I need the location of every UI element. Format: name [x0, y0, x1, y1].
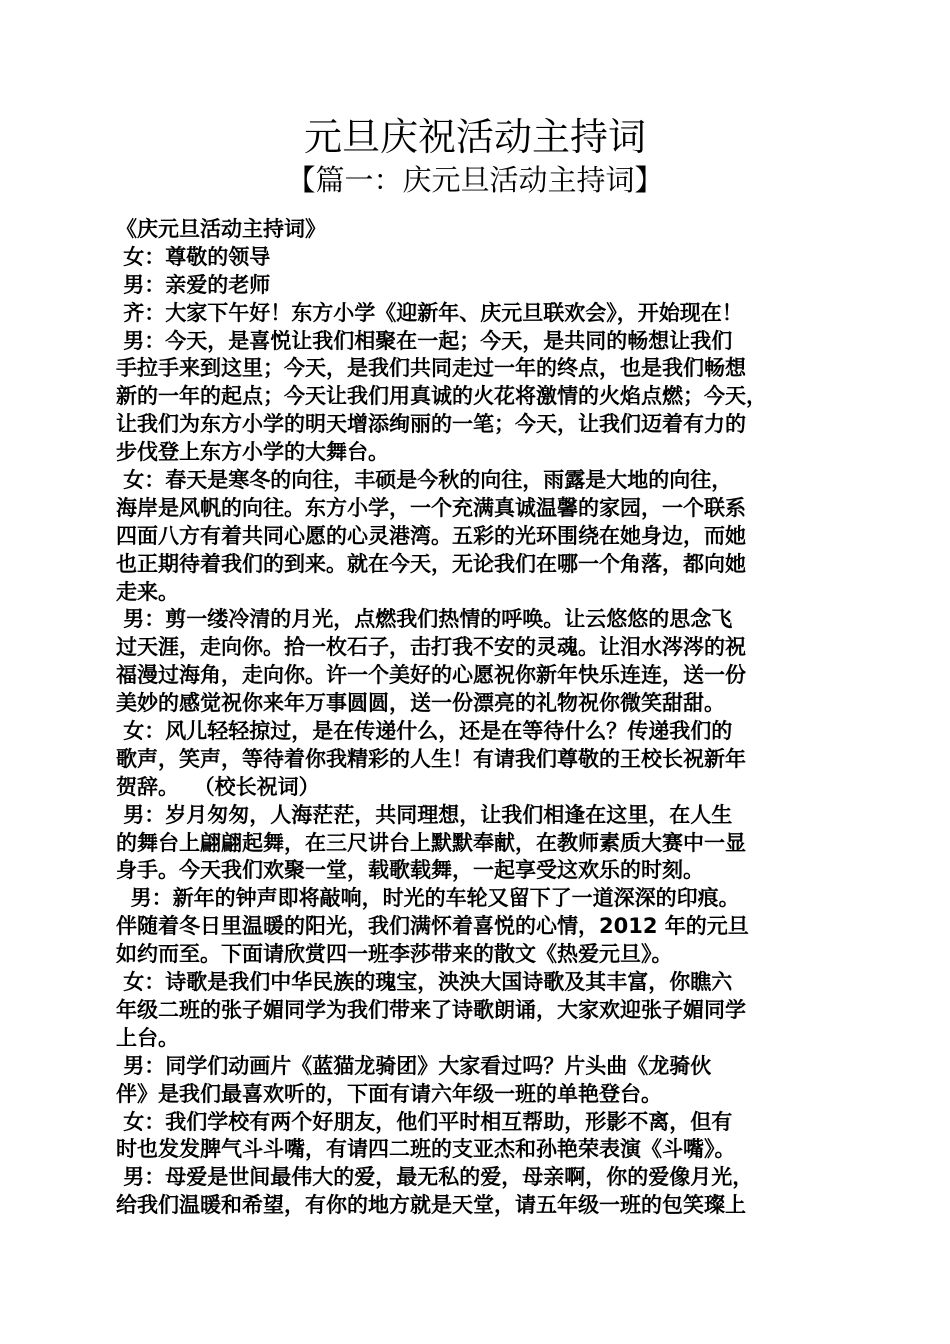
body-line: 走来。 [116, 579, 179, 604]
document-body [116, 216, 840, 1220]
body-line: 如约而至。下面请欣赏四一班李莎带来的散文《热爱元旦》。 [116, 942, 673, 967]
body-line: 男：剪一缕冷清的月光，点燃我们热情的呼唤。让云悠悠的思念飞 [116, 607, 733, 632]
body-line: 的舞台上翩翩起舞，在三尺讲台上默默奉献，在教师素质大赛中一显 [116, 830, 746, 855]
body-line: 伴随着冬日里温暖的阳光，我们满怀着喜悦的心情，2012 年的元旦 [116, 914, 749, 939]
body-line: 让我们为东方小学的明天增添绚丽的一笔；今天，让我们迈着有力的 [116, 412, 746, 437]
body-line: 伴》是我们最喜欢听的，下面有请六年级一班的单艳登台。 [116, 1081, 662, 1106]
document-subtitle: 【篇一：庆元旦活动主持词】 [286, 163, 664, 197]
body-line: 女：诗歌是我们中华民族的瑰宝，泱泱大国诗歌及其丰富，你瞧六 [116, 970, 733, 995]
body-line: 男：同学们动画片《蓝猫龙骑团》大家看过吗？片头曲《龙骑伙 [116, 1053, 712, 1078]
body-line: 海岸是风帆的向往。东方小学，一个充满真诚温馨的家园，一个联系 [116, 495, 746, 520]
body-line: 《庆元旦活动主持词》 [116, 217, 326, 241]
body-line: 身手。今天我们欢聚一堂，载歌载舞，一起享受这欢乐的时刻。 [116, 858, 704, 883]
body-line: 四面八方有着共同心愿的心灵港湾。五彩的光环围绕在她身边，而她 [116, 523, 746, 548]
body-line: 上台。 [116, 1025, 179, 1050]
body-line: 手拉手来到这里；今天，是我们共同走过一年的终点，也是我们畅想 [116, 356, 746, 381]
body-line: 男：母爱是世间最伟大的爱，最无私的爱，母亲啊，你的爱像月光， [116, 1165, 754, 1190]
body-line: 时也发发脾气斗斗嘴，有请四二班的支亚杰和孙艳荣表演《斗嘴》。 [116, 1137, 736, 1162]
body-line: 男：岁月匆匆，人海茫茫，共同理想，让我们相逢在这里，在人生 [116, 802, 733, 827]
body-line: 新的一年的起点；今天让我们用真诚的火花将激情的火焰点燃；今天， [116, 384, 767, 409]
body-line: 女：尊敬的领导 [116, 244, 271, 269]
body-line: 给我们温暖和希望，有你的地方就是天堂，请五年级一班的包笑璨上 [116, 1193, 746, 1218]
body-line: 男：今天，是喜悦让我们相聚在一起；今天，是共同的畅想让我们 [116, 328, 733, 353]
body-line: 步伐登上东方小学的大舞台。 [116, 440, 389, 465]
body-line: 女：春天是寒冬的向往，丰硕是今秋的向往，雨露是大地的向往， [116, 468, 733, 493]
body-line: 也正期待着我们的到来。就在今天，无论我们在哪一个角落，都向她 [116, 551, 746, 576]
body-line: 齐：大家下午好！东方小学《迎新年、庆元旦联欢会》，开始现在！ [116, 300, 743, 325]
body-line: 女：风儿轻轻掠过，是在传递什么，还是在等待什么？传递我们的 [116, 719, 733, 744]
body-line: 年级二班的张子媚同学为我们带来了诗歌朗诵，大家欢迎张子媚同学 [116, 997, 746, 1022]
body-line: 男：新年的钟声即将敲响，时光的车轮又留下了一道深深的印痕。 [116, 886, 740, 911]
body-line: 过天涯，走向你。拾一枚石子，击打我不安的灵魂。让泪水涔涔的祝 [116, 635, 746, 660]
body-line: 歌声，笑声，等待着你我精彩的人生！有请我们尊敬的王校长祝新年 [116, 746, 746, 771]
body-line: 女：我们学校有两个好朋友，他们平时相互帮助，形影不离，但有 [116, 1109, 733, 1134]
body-line: 贺辞。 （校长祝词） [116, 774, 320, 799]
body-line: 男：亲爱的老师 [116, 272, 271, 297]
body-line: 福漫过海角，走向你。许一个美好的心愿祝你新年快乐连连，送一份 [116, 663, 746, 688]
document-title: 元旦庆祝活动主持词 [303, 115, 646, 159]
body-line: 美妙的感觉祝你来年万事圆圆，送一份漂亮的礼物祝你微笑甜甜。 [116, 691, 725, 716]
